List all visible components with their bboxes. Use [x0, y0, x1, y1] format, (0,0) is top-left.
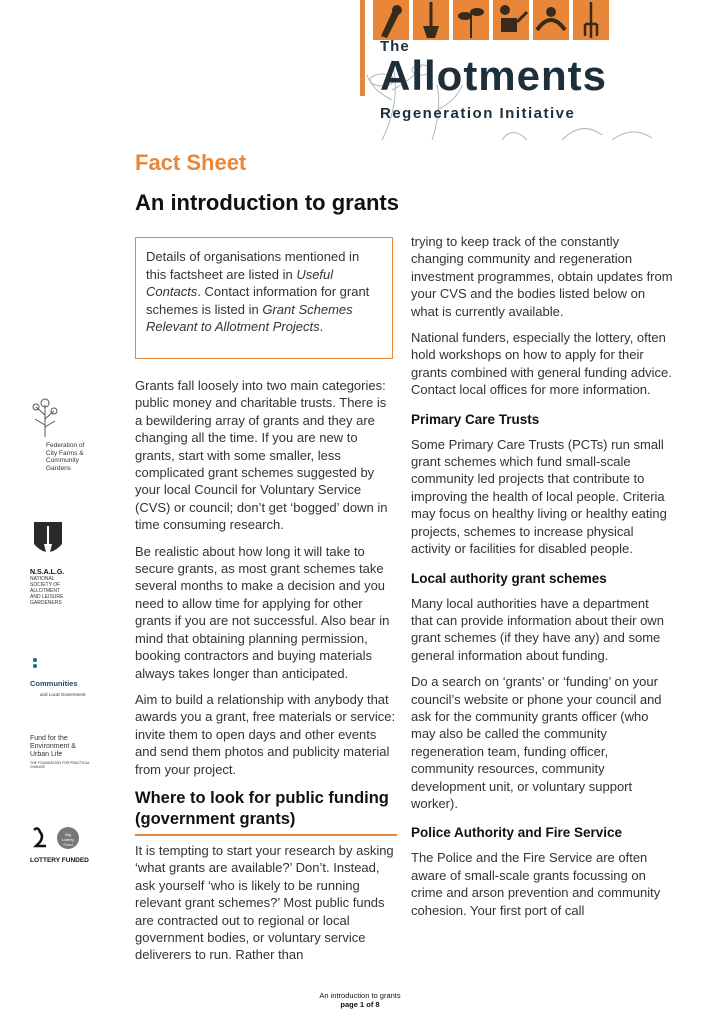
info-text-3: .	[319, 319, 324, 335]
lottery-funded-label: LOTTERY FUNDED	[30, 857, 89, 864]
heading-local-authority: Local authority grant schemes	[411, 570, 607, 586]
shield-spade-icon	[30, 520, 66, 564]
paragraph: Be realistic about how long it will take to secure grants, as most grant schemes take several months to make a decision and you need to allow time for applying for other grants if you are not successful. Also bear in mind that obtaining planning permission, booking contractors and buying materials always takes longer than anticipated.	[135, 543, 390, 681]
section-heading-public-funding: Where to look for public funding (government grants)	[135, 788, 397, 836]
heading-police-fire: Police Authority and Fire Service	[411, 825, 623, 841]
hands-tile-icon	[533, 0, 569, 40]
grant-schemes-ref: Grant Schemes Relevant to Allotment Projects	[146, 301, 353, 335]
paragraph: Do a search on ‘grants’ or ‘funding’ on your council’s website or phone your council and ask for the community grants officer (who may also be called the community regeneration team, funding officer, community resources, community development unit, or voluntary support worker).	[411, 674, 662, 811]
farms-logo-text: Federation of City Farms & Community Gardens	[46, 442, 85, 472]
logo-title: Allotments	[380, 52, 608, 99]
paragraph: Aim to build a relationship with anybody that awards you a grant, free materials or service: invite them to open days and other events and send them photos and publicity material from your project.	[135, 691, 396, 777]
fund-logo-sub: THE FOUNDATION FOR PRACTICAL CHANGE	[30, 761, 90, 769]
nsalg-logo	[30, 520, 90, 606]
info-box	[135, 237, 393, 359]
paragraph: trying to keep track of the constantly changing community and regeneration investment programmes, obtain updates from your CVS and the bodies listed below on what is currently available.	[411, 234, 673, 319]
communities-logo-name: Communities	[30, 679, 78, 688]
farms-logo	[30, 395, 90, 472]
left-column	[135, 377, 397, 973]
logo-the: The	[380, 38, 410, 55]
footer-title: An introduction to grants	[319, 991, 401, 1000]
fund-logo-name: Fund for the Environment & Urban Life	[30, 735, 76, 758]
fork-tile-icon	[573, 0, 609, 40]
paragraph: Grants fall loosely into two main categories: public money and charitable trusts. There is a bewildering array of grants and they are changing all the time. If you are new to grants, start with some smaller, less complicated grant schemes suggested by your local Council for Voluntary Service (CVS) or council; don’t get ‘bogged’ down in time consuming research.	[135, 378, 388, 533]
gardening-tile-icon	[373, 0, 409, 40]
fund-logo	[30, 735, 90, 769]
heading-primary-care-trusts: Primary Care Trusts	[411, 411, 540, 427]
paragraph: It is tempting to start your research by asking ‘what grants are available?’ Don’t. Instead, ask yourself ‘who is likely to be running relevant grant schemes?’ Most public funds are contracted out to regional or local government bodies, or voluntary service deliverers to run. Rather than	[135, 842, 394, 963]
right-column	[411, 233, 673, 928]
watering-tile-icon	[493, 0, 529, 40]
paragraph: The Police and the Fire Service are often aware of small-scale grants focussing on crime and arson prevention and community cohesion. Your first port of call	[411, 850, 661, 918]
page-footer	[0, 991, 720, 1009]
dots-icon	[30, 657, 40, 671]
communities-logo	[30, 655, 90, 699]
fact-sheet-label: Fact Sheet	[135, 150, 247, 175]
lottery-logo	[30, 826, 90, 864]
paragraph: National funders, especially the lottery, often hold workshops on how to apply for their grants combined with general funding advice. Contact local offices for more information.	[411, 330, 672, 398]
nsalg-logo-sub: NATIONAL SOCIETY OF ALLOTMENT AND LEISURE GARDENERS	[30, 576, 64, 606]
useful-contacts-ref: Useful Contacts	[146, 266, 334, 300]
info-text-2: . Contact information for grant schemes is listed in	[146, 284, 370, 317]
paragraph: Some Primary Care Trusts (PCTs) run small grant schemes which fund small-scale community led projects that contribute to improving the health of local people. Criteria may focus on healthy living or healthy eating projects, schemes to increase physical activity or facilities for disabled people.	[411, 436, 667, 557]
spade-tile-icon	[413, 0, 449, 40]
plant-tile-icon	[453, 0, 489, 40]
communities-logo-sub: and Local Government	[40, 692, 86, 697]
page-number: page 1 of 8	[340, 1000, 380, 1009]
logo-tiles	[373, 0, 609, 40]
lottery-badge-text: Big Lottery Fund	[61, 832, 75, 847]
paragraph: Many local authorities have a department that can provide information about their own grant schemes (if they have any) and some general information about funding.	[411, 595, 664, 663]
info-text-1: Details of organisations mentioned in this factsheet are listed in	[146, 249, 360, 282]
nsalg-logo-name: N.S.A.L.G.	[30, 569, 65, 576]
tree-icon	[30, 395, 60, 437]
page-title: An introduction to grants	[135, 190, 399, 215]
logo-subtitle: Regeneration Initiative	[380, 105, 576, 122]
